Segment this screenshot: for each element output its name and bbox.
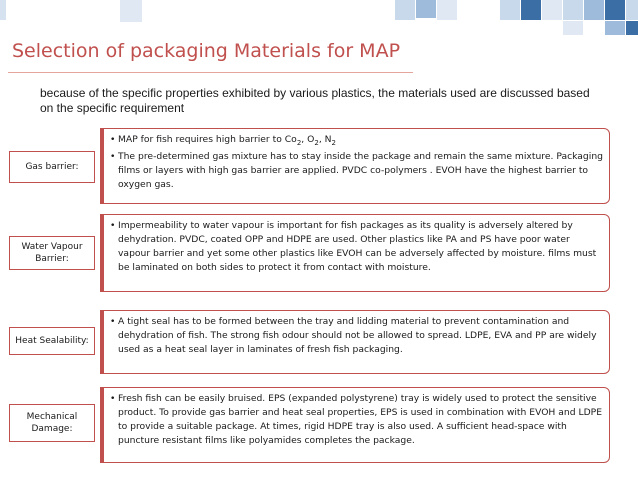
row-label-mechanical-damage <box>9 404 95 442</box>
bullet-item: • MAP for fish requires high barrier to $Co_2$, $O_2$, $N_2$ <box>110 134 337 147</box>
row-box-mechanical-damage <box>100 387 610 463</box>
bullet-item: • The pre-determined gas mixture has to stay inside the package and remain the same mixture. Packaging films or layers with high gas barrier are applied. PVDC co-polymers . EVOH have the highest barrier to oxygen gas. <box>110 150 603 190</box>
title-underline <box>8 72 413 73</box>
row-box-water-vapour-barrier <box>100 214 610 292</box>
slide-title: Selection of packaging Materials for MAP <box>12 40 401 62</box>
bullet-item: • Impermeability to water vapour is important for fish packages as its quality is adversely altered by dehydration. PVDC, coated OPP and HDPE are used. Other plastics like PA and PS have poor water vapour barrier and yet some other plastics like EVOH can be adversely affected by moisture. films must be laminated on both sides to protect it from contact with moisture. <box>110 220 597 273</box>
row-label-gas-barrier <box>9 151 95 183</box>
row-label-text: Gas barrier: <box>25 162 79 172</box>
bullet-item: • A tight seal has to be formed between the tray and lidding material to prevent contamination and dehydration of fish. The strong fish odour should not be allowed to spread. LDPE, EVA and PP are widely used as a heat seal layer in laminates of fresh fish packaging. <box>110 316 597 355</box>
row-box-gas-barrier <box>100 128 610 204</box>
decorative-header-squares <box>0 0 638 38</box>
row-box-heat-sealability <box>100 310 610 374</box>
row-label-water-vapour-barrier <box>9 236 95 270</box>
row-label-heat-sealability <box>9 327 95 355</box>
row-label-text: Mechanical Damage: <box>26 412 78 434</box>
intro-text: because of the specific properties exhibited by various plastics, the materials used are discussed based on the specific requirement <box>40 86 590 115</box>
row-label-text: Heat Sealability: <box>15 336 89 346</box>
bullet-item: • Fresh fish can be easily bruised. EPS (expanded polystyrene) tray is widely used to protect the sensitive product. To provide gas barrier and heat seal properties, EPS is used in combination with EVOH and LDPE to provide a suitable package. At times, rigid HDPE tray is also used. A sufficient head-space with puncture resistant films like polyamides completes the package. <box>110 393 603 446</box>
row-label-text: Water Vapour Barrier: <box>21 242 83 264</box>
